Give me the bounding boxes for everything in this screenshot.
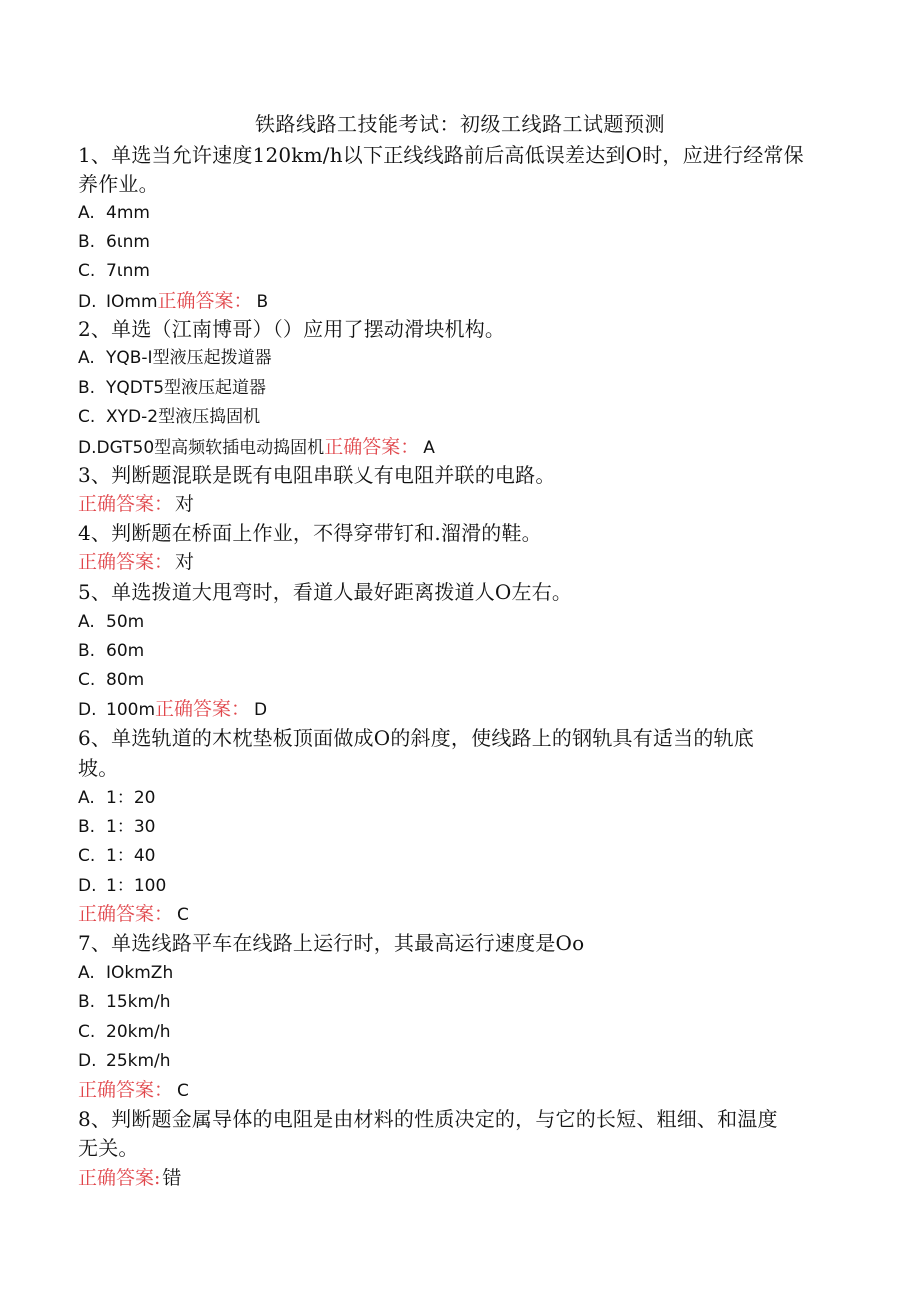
- question-5-option-a: [78, 609, 144, 635]
- question-5-option-d: [78, 696, 267, 723]
- option-text: 50m: [106, 612, 145, 632]
- option-text: 80m: [106, 670, 145, 690]
- option-text: IOmm: [106, 292, 158, 312]
- question-8-text: 8、判断题金属导体的电阻是由材料的性质决定的，与它的长短、粗细、和温度: [78, 1107, 778, 1131]
- option-letter: D.: [78, 876, 97, 896]
- option-text: 1：100: [106, 876, 167, 896]
- question-3-text: 3、判断题混联是既有电阻串联乂有电阻并联的电路。: [78, 463, 556, 487]
- answer-value: B: [256, 292, 269, 312]
- option-letter: A.: [78, 348, 95, 368]
- question-6-answer: [78, 901, 189, 928]
- question-7-option-c: [78, 1019, 171, 1045]
- question-2-text: 2、单选（江南博哥）（）应用了摆动滑块机构。: [78, 317, 506, 341]
- option-letter: B.: [78, 817, 96, 837]
- option-letter: C.: [78, 670, 96, 690]
- answer-label: 正确答案:: [78, 1167, 161, 1189]
- option-text: 15km∕h: [106, 992, 171, 1012]
- option-text: 25km∕h: [106, 1051, 171, 1071]
- option-letter: B.: [78, 641, 96, 661]
- question-2-option-b: [78, 375, 266, 401]
- question-7-option-a: [78, 960, 173, 986]
- option-letter: D.: [78, 438, 97, 458]
- option-letter: A.: [78, 612, 95, 632]
- option-letter: B.: [78, 378, 96, 398]
- question-5-text: 5、单选拨道大甩弯时，看道人最好距离拨道人O左右。: [78, 580, 573, 604]
- question-5-option-b: [78, 638, 144, 664]
- option-letter: C.: [78, 846, 96, 866]
- question-4-text: 4、判断题在桥面上作业，不得穿带钉和.溜滑的鞋。: [78, 521, 542, 545]
- answer-value: 对: [175, 493, 195, 515]
- question-5-option-c: [78, 667, 144, 693]
- question-1-option-a: [78, 200, 150, 226]
- option-text: DGT50型高频软插电动捣固机: [96, 438, 325, 458]
- option-text: 1：20: [106, 788, 156, 808]
- option-text: 7ιnm: [106, 261, 150, 281]
- answer-value: 对: [175, 551, 195, 573]
- answer-value: A: [423, 438, 435, 458]
- answer-label: 正确答案：: [324, 436, 420, 458]
- question-7-option-d: [78, 1048, 171, 1074]
- option-letter: C.: [78, 1022, 96, 1042]
- question-3-answer: [78, 491, 194, 517]
- question-1-text: 1、单选当允许速度120km∕h以下正线线路前后高低误差达到O时，应进行经常保: [78, 143, 804, 167]
- answer-label: 正确答案：: [78, 551, 174, 573]
- question-1-option-b: [78, 229, 150, 255]
- option-text: YQDT5型液压起道器: [106, 378, 267, 398]
- question-1-option-c: [78, 258, 150, 284]
- answer-value: C: [177, 905, 189, 925]
- option-letter: A.: [78, 963, 95, 983]
- answer-label: 正确答案：: [157, 290, 253, 312]
- option-text: 20km∕h: [106, 1022, 171, 1042]
- option-letter: D.: [78, 700, 97, 720]
- answer-label: 正确答案：: [78, 1079, 174, 1101]
- option-letter: D.: [78, 1051, 97, 1071]
- question-1-option-d: [78, 288, 268, 315]
- question-2-option-c: [78, 404, 260, 430]
- option-letter: B.: [78, 232, 96, 252]
- option-text: 100m: [106, 700, 156, 720]
- option-letter: C.: [78, 261, 96, 281]
- option-letter: A.: [78, 203, 95, 223]
- option-letter: D.: [78, 292, 97, 312]
- answer-value: C: [177, 1081, 189, 1101]
- document-title: 铁路线路工技能考试：初级工线路工试题预测: [255, 112, 665, 136]
- option-text: YQB-I型液压起拨道器: [106, 348, 272, 368]
- question-2-option-a: [78, 345, 272, 371]
- question-7-option-b: [78, 989, 171, 1015]
- option-text: 6ιnm: [106, 232, 150, 252]
- answer-label: 正确答案：: [155, 698, 251, 720]
- option-text: 1：30: [106, 817, 156, 837]
- question-6-option-c: [78, 843, 155, 869]
- question-7-text: 7、单选线路平车在线路上运行时，其最高运行速度是Oo: [78, 931, 585, 955]
- answer-label: 正确答案：: [78, 493, 174, 515]
- question-6-option-d: [78, 873, 166, 899]
- question-7-answer: [78, 1077, 189, 1104]
- question-8-answer: [78, 1165, 181, 1191]
- question-6-option-a: [78, 785, 155, 811]
- option-text: IOkmZh: [106, 963, 174, 983]
- question-4-answer: [78, 549, 194, 575]
- question-6-option-b: [78, 814, 155, 840]
- option-text: 60m: [106, 641, 145, 661]
- answer-value: 错: [162, 1167, 182, 1189]
- question-1-text-cont: 养作业。: [78, 172, 159, 196]
- question-8-text-cont: 无关。: [78, 1136, 139, 1160]
- option-letter: A.: [78, 788, 95, 808]
- question-6-text-cont: 坡。: [78, 756, 119, 780]
- question-2-option-d: [78, 434, 435, 461]
- option-text: 1：40: [106, 846, 156, 866]
- option-text: 4mm: [106, 203, 150, 223]
- option-letter: C.: [78, 407, 96, 427]
- answer-label: 正确答案：: [78, 903, 174, 925]
- answer-value: D: [254, 700, 268, 720]
- option-text: XYD-2型液压捣固机: [106, 407, 261, 427]
- option-letter: B.: [78, 992, 96, 1012]
- question-6-text: 6、单选轨道的木枕垫板顶面做成O的斜度，使线路上的钢轨具有适当的轨底: [78, 726, 754, 750]
